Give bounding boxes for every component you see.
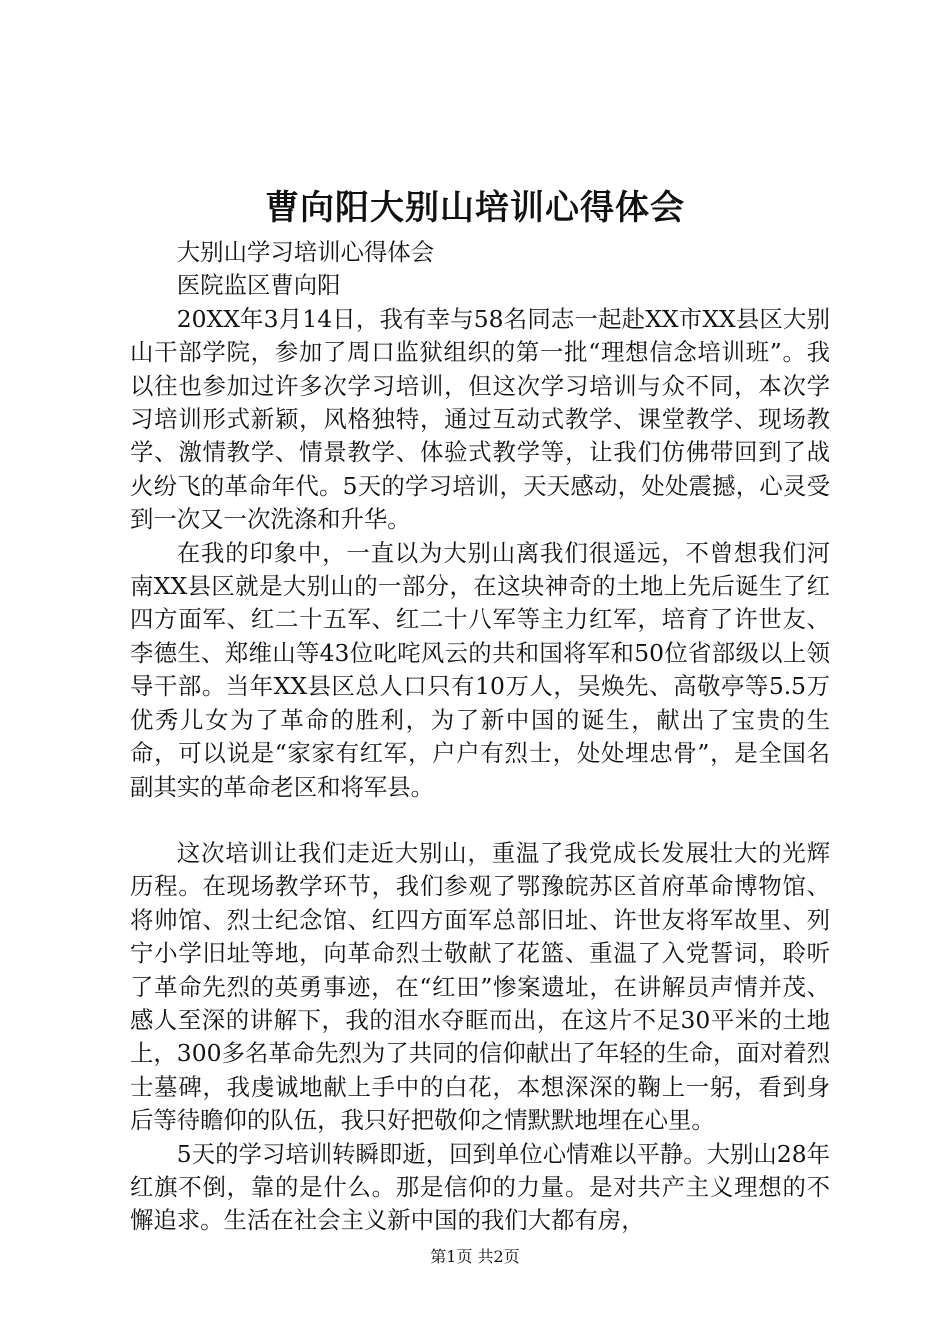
page-footer: 第1页 共2页 [430,1247,520,1266]
document-body [130,236,830,1238]
paragraph-1: 20XX年3月14日，我有幸与58名同志一起赴XX市XX县区大别山干部学院，参加了周口监狱组织的第一批“理想信念培训班”。我以往也参加过许多次学习培训，但这次学习培训与众不同，本次学习培训形式新颖，风格独特，通过互动式教学、课堂教学、现场教学、激情教学、情景教学、体验式教学等，让我们仿佛带回到了战火纷飞的革命年代。5天的学习培训，天天感动，处处震撼，心灵受到一次又一次洗涤和升华。 [130,304,830,534]
document-title: 曹向阳大别山培训心得体会 [265,188,685,228]
paragraph-2: 在我的印象中，一直以为大别山离我们很遥远，不曾想我们河南XX县区就是大别山的一部分，在这块神奇的土地上先后诞生了红四方面军、红二十五军、红二十八军等主力红军，培育了许世友、李德生、郑维山等43位叱咤风云的共和国将军和50位省部级以上领导干部。当年XX县区总人口只有10万人，吴焕先、高敬亭等5.5万优秀儿女为了革命的胜利，为了新中国的诞生，献出了宝贵的生命，可以说是“家家有红军，户户有烈士，处处埋忠骨”，是全国名副其实的革命老区和将军县。 [130,538,830,801]
subtitle-line: 大别山学习培训心得体会 [176,238,435,266]
author-line: 医院监区曹向阳 [176,271,341,300]
paragraph-3: 这次培训让我们走近大别山，重温了我党成长发展壮大的光辉历程。在现场教学环节，我们参观了鄂豫皖苏区首府革命博物馆、将帅馆、烈士纪念馆、红四方面军总部旧址、许世友将军故里、列宁小学旧址等地，向革命烈士敬献了花篮、重温了入党誓词，聆听了革命先烈的英勇事迹，在“红田”惨案遗址，在讲解员声情并茂、感人至深的讲解下，我的泪水夺眶而出，在这片不足30平米的土地上，300多名革命先烈为了共同的信仰献出了年轻的生命，面对着烈士墓碑，我虔诚地献上手中的白花，本想深深的鞠上一躬，看到身后等待瞻仰的队伍，我只好把敬仰之情默默地埋在心里。 [130,838,830,1135]
paragraph-4: 5天的学习培训转瞬即逝，回到单位心情难以平静。大别山28年红旗不倒，靠的是什么。那是信仰的力量。是对共产主义理想的不懈追求。生活在社会主义新中国的我们大都有房， [130,1139,830,1235]
